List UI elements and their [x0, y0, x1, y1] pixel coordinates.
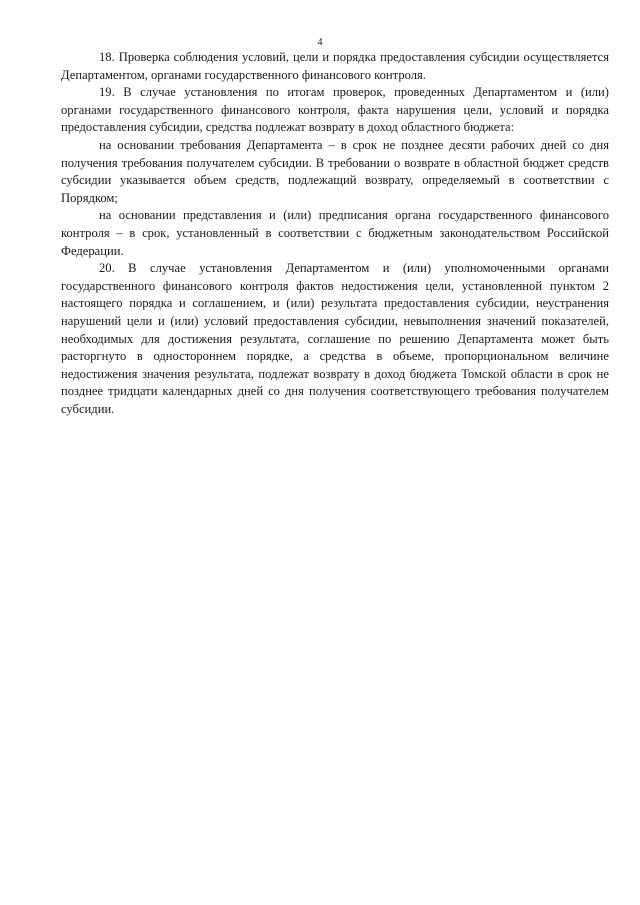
- page-number: 4: [317, 37, 323, 48]
- paragraph-18: 18. Проверка соблюдения условий, цели и порядка предоставления субсидии осуществляется Департаментом, органами государственного финансового контроля.: [61, 50, 609, 82]
- paragraph-19-department-requirement: на основании требования Департамента – в срок не позднее десяти рабочих дней со дня получения требования получателем субсидии. В требовании о возврате в областной бюджет средств субсидии указывается объем средств, подлежащий возврату, определяемый в соответствии с Порядком;: [61, 137, 609, 205]
- paragraph-19: 19. В случае установления по итогам проверок, проведенных Департаментом и (или) органами государственного финансового контроля, факта нарушения цели, условий и порядка предоставления субсидии, средства подлежат возврату в доход областного бюджета:: [61, 85, 609, 135]
- paragraph-19-control-body-order: на основании представления и (или) предписания органа государственного финансового контроля – в срок, установленный в соответствии с бюджетным законодательством Российской Федерации.: [61, 208, 609, 258]
- paragraph-20: 20. В случае установления Департаментом и (или) уполномоченными органами государственного финансового контроля фактов недостижения цели, установленной пунктом 2 настоящего порядка и соглашением, и (или) результата предоставления субсидии, неустранения нарушений цели и (или) условий предоставления субсидии, невыполнения значений показателей, необходимых для достижения результата, соглашение по решению Департамента может быть расторгнуто в одностороннем порядке, а средства в объеме, пропорциональном величине недостижения значения результата, подлежат возврату в доход бюджета Томской области в срок не позднее тридцати календарных дней со дня получения соответствующего требования получателем субсидии.: [61, 261, 609, 416]
- document-body: [61, 49, 609, 418]
